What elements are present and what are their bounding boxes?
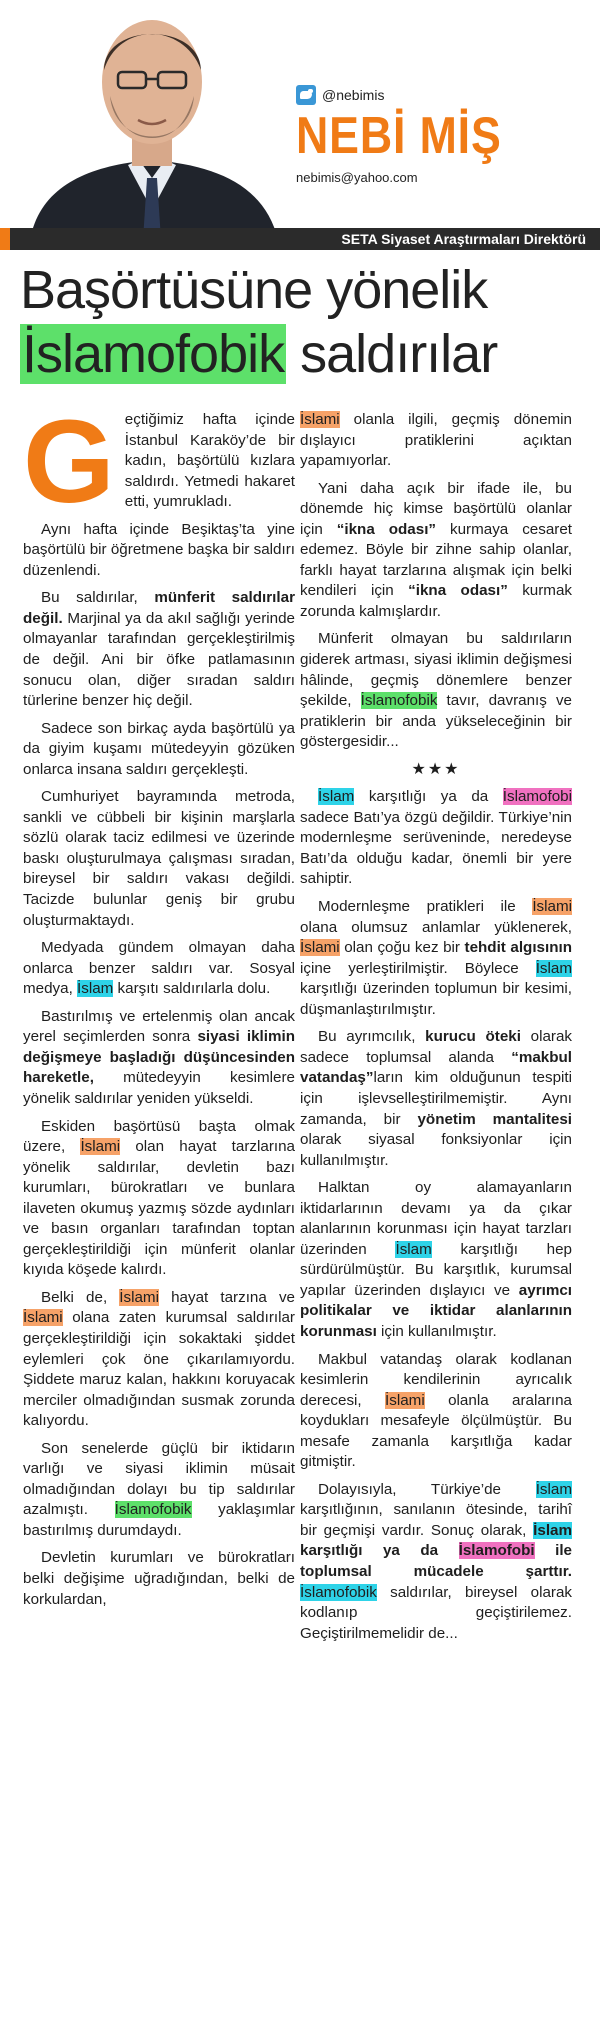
text-segment: tehdit algısının [464,939,572,957]
paragraph [23,938,295,1000]
highlighted-term: İslami [300,939,340,957]
highlighted-term: İslam [535,959,572,977]
highlighted-term: İslamofobi [502,788,572,806]
author-name: NEBİ MİŞ [296,107,502,165]
text-segment: olanla aralarına koydukları mesafeyle ölçülmüştür. Bu mesafe zamanla karşıtlığa kadar gitmiştir. [300,1391,572,1471]
text-segment: Aynı hafta içinde Beşiktaş’ta yine başörtülü bir öğretmene başka bir saldırı düzenlendi. [23,520,295,579]
twitter-icon [296,85,316,105]
text-segment: Yani daha açık bir ifade ile, bu dönemde hiç kimse başörtülü olanlar için [300,479,572,538]
organization-bar [0,228,600,250]
text-segment: “ikna odası” [336,520,437,538]
paragraph [23,1288,295,1432]
paragraph [23,588,295,711]
highlighted-term: İslam [77,980,114,998]
paragraph [23,1548,295,1610]
headline-line-2 [20,322,590,386]
paragraph [300,1350,572,1473]
article-headline [20,258,590,386]
text-segment: Makbul vatandaş olarak kodlanan kesimlerin kendilerinin ayrıcalık derecesi, [300,1350,572,1409]
text-segment: Eskiden başörtüsü başta olmak üzere, [23,1117,295,1156]
highlighted-term: İslami [300,411,340,428]
text-segment: Bu ayrımcılık, [318,1028,426,1046]
text-segment: kurmak zorunda kalmışlardır. [300,582,573,620]
paragraph [300,410,572,472]
text-segment: ile toplumsal mücadele şarttır. [300,1542,572,1580]
article-column-right [300,410,572,1651]
text-segment: olarak sadece toplumsal alanda [300,1028,572,1066]
highlighted-term: İslami [23,1309,63,1327]
author-info [296,84,596,185]
text-segment: Devletin kurumları ve bürokratları belki değişime uğradığından, belki de korkulardan, [23,1549,295,1608]
text-segment: olan çoğu kez bir [339,939,465,957]
article-column-left [23,396,295,1617]
headline-highlight: İslamofobik [22,324,285,384]
highlighted-term: İslamofobi [458,1542,535,1560]
text-segment: Modernleşme pratikleri ile [318,898,533,916]
paragraph [23,1007,295,1110]
text-segment: karşıtlığı hep sürdürülmüştür. Bu karşıtlık, kurumsal yapılar üzerinden dışlayıcı ve [300,1240,572,1299]
text-segment: hayat tarzına ve [158,1288,295,1306]
headline-rest: saldırılar [286,324,498,384]
text-segment: kurucu öteki [425,1028,521,1046]
highlighted-term: İslamofobik [360,692,438,710]
paragraph [23,787,295,931]
paragraph [23,719,295,781]
text-segment: Son senelerde güçlü bir iktidarın varlığı ve siyasi iklimin müsait olmadığından dolayı bu tip saldırılar azalmıştı. [23,1439,295,1519]
text-segment: sadece Batı’ya özgü değildir. Türkiye’nin modernleşme serüveninde, neredeyse Batı’da olduğu kadar, önemli bir yere sahiptir. [300,808,572,888]
highlighted-term: İslami [119,1288,159,1306]
highlighted-term: İslam [535,1480,572,1498]
text-segment: “makbul vatandaş” [300,1048,572,1087]
paragraph [300,1027,572,1171]
text-segment: olanla ilgili, geçmiş dönemin dışlayıcı pratiklerini açıktan yapamıyorlar. [300,411,572,470]
text-segment: Medyada gündem olmayan daha onlarca benzer saldırı var. Sosyal medya, [23,939,295,998]
paragraph [300,1178,572,1342]
text-segment: ların kim olduğunun tespiti için işlevselleştirilmemiştir. Aynı zamanda, bir [300,1069,572,1128]
text-segment: kurmaya cesaret edemez. Böyle bir zihne sahip olanlar, farklı hayat tarzlarına alışmak için belki kendileri için [300,520,573,600]
paragraph-text: eçtiğimiz hafta içinde İstanbul Karaköy’de bir kadın, başörtülü kızlara saldırdı. Yetmedi hakaret etti, yumrukladı. [124,411,295,511]
highlighted-term: İslami [385,1391,425,1409]
lead-paragraph [23,396,295,528]
text-segment: Halktan oy alamayanların iktidarlarının devamı ya da çıkar alanlarının korunması için hayat tarzları üzerinden [300,1179,572,1258]
column-header [0,0,600,255]
organization-title: SETA Siyaset Araştırmaları Direktörü [341,231,586,247]
text-segment: ayrımcı politikalar ve iktidar alanlarının korunması [300,1281,572,1340]
twitter-row [296,84,596,106]
section-divider-stars: ★★★ [411,760,461,778]
text-segment: karşıtlığı ya da [300,1542,459,1560]
text-segment: içine yerleştirilmiştir. Böylece [300,959,536,977]
paragraph [23,1117,295,1281]
text-segment: karşıtı saldırılarla dolu. [113,980,271,998]
text-segment: Marjinal ya da akıl sağlığı yerinde olmayanlar tarafından gerçekleştirilmiş de değil. Ani bir öfke patlamasının sonucu olan, diğer sıradan saldırı türlerine benzer hiç değil. [23,609,295,710]
text-segment: için kullanılmıştır. [376,1322,497,1340]
text-segment: yaklaşımlar bastırılmış durumdaydı. [23,1501,295,1539]
text-segment: mütedeyyin kesimlere yönelik saldırılar yeniden yükseldi. [23,1069,295,1107]
text-segment: Sadece son birkaç ayda başörtülü ya da giyim kuşamı mütedeyyin gözüken onlarca insana saldırı gerçekleşti. [23,719,295,778]
text-segment: karşıtlığı ya da [354,788,503,806]
highlighted-term: İslami [532,898,572,916]
text-segment: Belki de, [41,1288,120,1306]
highlighted-term: İslamofobik [300,1583,377,1601]
text-segment: münferit saldırılar değil. [23,589,295,627]
author-email: nebimis@yahoo.com [296,170,418,185]
text-segment: siyasi iklimin değişmeye başladığı düşüncesinden hareketle, [23,1028,295,1087]
highlighted-term: İslam [395,1240,432,1258]
text-segment: Cumhuriyet bayramında metroda, sankli ve cübbeli bir kişinin marşlarla sözlü olarak taciz edilmesi ve üzerinde baskı oluşturulmaya çalışması sıradan, bireysel bir saldırı vakası değildi. Tacizde bulunlar geniş bir grubu oluşturmaktaydı. [23,788,295,929]
headline-line-1: Başörtüsüne yönelik [20,260,488,320]
text-segment: Dolayısıyla, Türkiye’de [318,1480,536,1498]
text-segment: karşıtlığının, sanılanın ötesinde, tarihî bir geçmişi vardır. Sonuç olarak, [300,1501,572,1539]
paragraph [23,520,295,582]
text-segment: karşıtlığı üzerinden toplumun bir kesimi, düşmanlaştırılmıştır. [300,980,572,1018]
twitter-handle: @nebimis [322,87,385,103]
text-segment: olana zaten kurumsal saldırılar gerçekleştirildiği için sokaktaki şiddet eylemleri çok öne çıkarılamıyordu. Şiddete maruz kalan, hakkını koruyacak merciler olmadığından susmak zorunda kalıyordu. [23,1309,295,1430]
text-segment: yönetim mantalitesi [417,1110,573,1128]
author-photo [20,0,285,240]
paragraph [23,1439,295,1542]
highlighted-term: İslam [533,1521,572,1539]
paragraph [300,479,572,623]
paragraph [300,629,572,752]
text-segment: Bastırılmış ve ertelenmiş olan ancak yerel seçimlerden sonra [23,1007,295,1046]
paragraph [300,787,572,890]
highlighted-term: İslami [80,1138,121,1156]
drop-cap: G [23,396,115,528]
text-segment: olan hayat tarzlarına yönelik saldırılar, devletin bazı kurumları, bürokratları ve bunlara ilaveten okumuş yazmış sözde aydınları ve basın organları tarafından toptan gerçekleştirildiği için münferit olanlar kıyıda köşede kalırdı. [23,1138,295,1279]
highlighted-term: İslam [318,788,355,806]
paragraph [300,897,572,1020]
text-segment: “ikna odası” [408,582,508,600]
text-segment: Münferit olmayan bu saldırıların giderek artması, siyasi iklimin değişmesi hâlinde, geçmiş dönemlere benzer şekilde, [300,630,572,710]
text-segment: olarak siyasal fonksiyonlar için kullanılmıştır. [300,1131,572,1169]
text-segment: Bu saldırılar, [41,589,155,607]
text-segment: tavır, davranış ve pratiklerin bir anda yükseleceğinin bir göstergesidir... [300,692,572,751]
highlighted-term: İslamofobik [114,1501,192,1519]
text-segment: olana olumsuz anlamlar yüklenerek, [300,918,572,936]
text-segment: saldırılar, bireysel olarak kodlanıp geçiştirilemez. Geçiştirilmemelidir de... [300,1583,572,1642]
paragraph [300,1480,572,1644]
